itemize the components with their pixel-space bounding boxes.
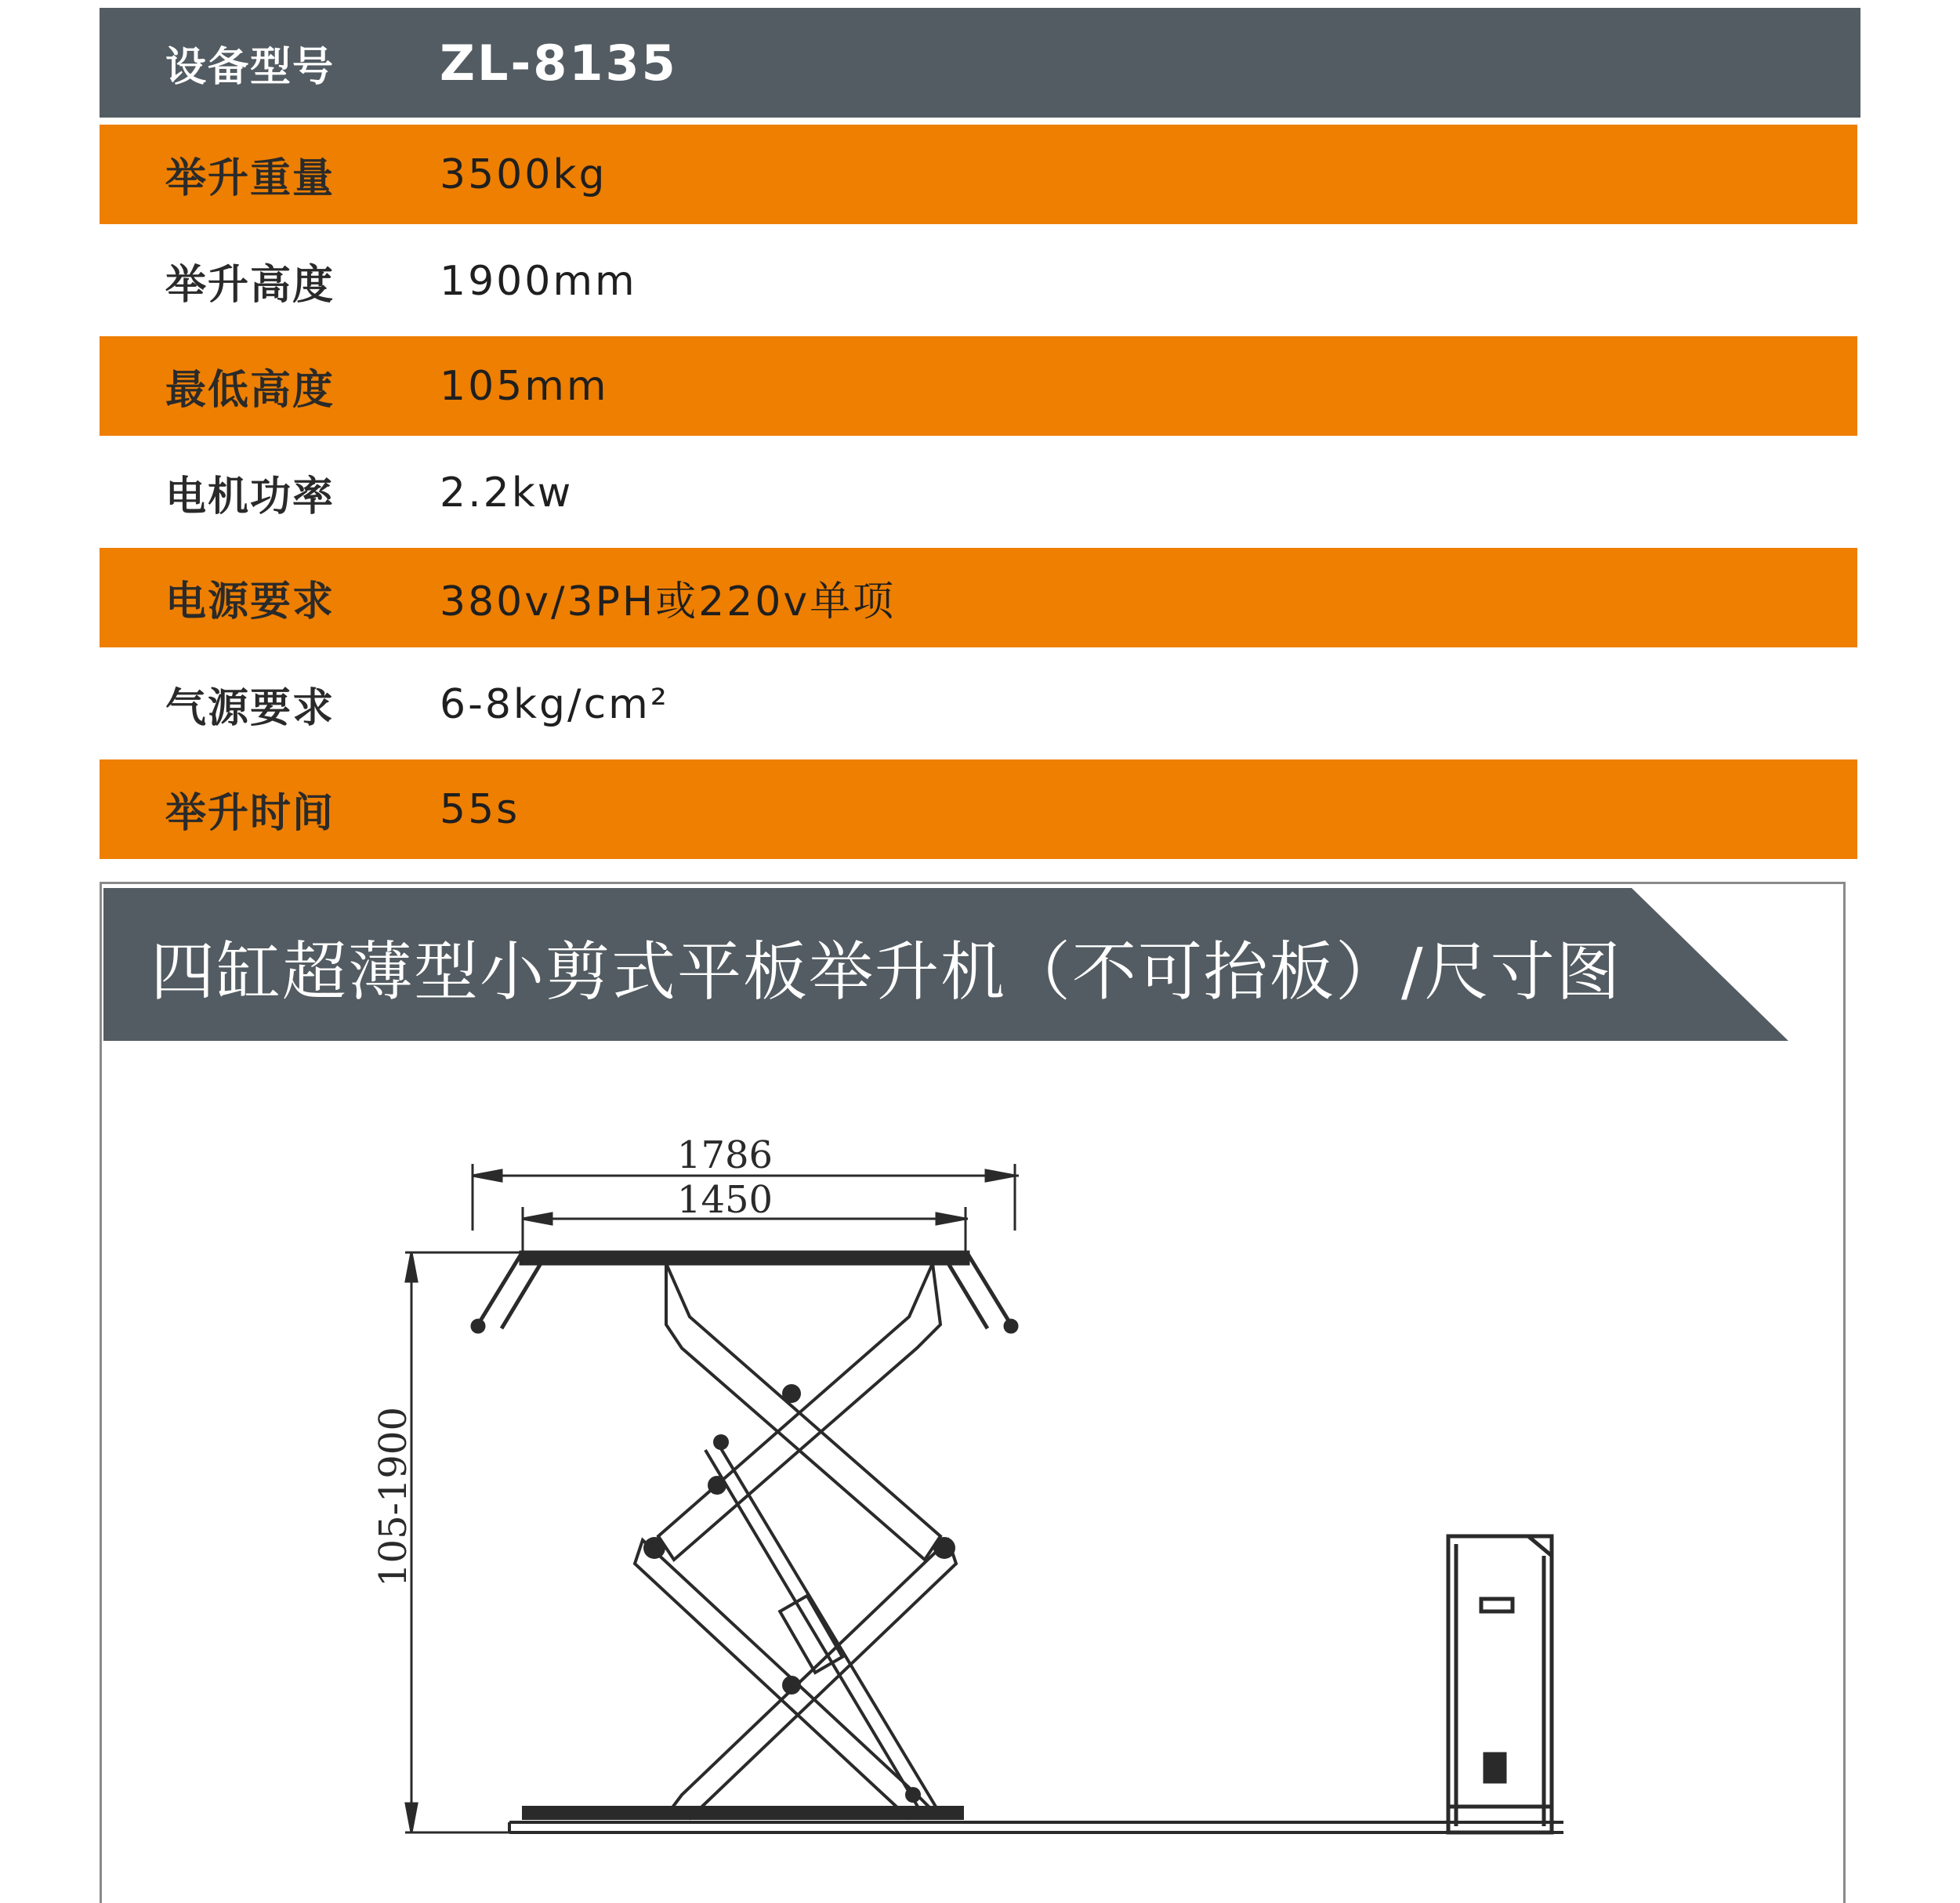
pivot-pins [643, 1384, 955, 1803]
spec-label: 最低高度 [165, 367, 335, 414]
control-cabinet [1448, 1536, 1552, 1832]
spec-label: 举升高度 [165, 262, 335, 309]
spec-header-value: ZL-8135 [440, 34, 678, 92]
scissor-arms [635, 1263, 956, 1818]
dim-platform-width: 1450 [676, 1178, 773, 1222]
spec-value: 380v/3PH或220v单项 [440, 578, 897, 625]
dim-height-range: 105-1900 [371, 1407, 415, 1587]
spec-value: 105mm [440, 362, 609, 410]
spec-value: 6-8kg/cm² [440, 680, 669, 728]
spec-label: 电机功率 [165, 473, 335, 520]
spec-value: 1900mm [440, 257, 637, 305]
lift-base [509, 1807, 1563, 1832]
spec-label: 气源要求 [165, 685, 335, 732]
spec-label: 举升时间 [165, 790, 335, 837]
spec-header-label: 设备型号 [165, 43, 335, 91]
diagram-title: 四缸超薄型小剪式平板举升机（不可抬板）/尺寸图 [150, 935, 1622, 1009]
spec-value: 3500kg [440, 150, 607, 198]
spec-value: 2.2kw [440, 469, 574, 517]
spec-label: 电源要求 [165, 578, 335, 625]
spec-label: 举升重量 [165, 155, 335, 202]
dim-overall-width: 1786 [676, 1133, 773, 1177]
spec-value: 55s [440, 785, 520, 833]
